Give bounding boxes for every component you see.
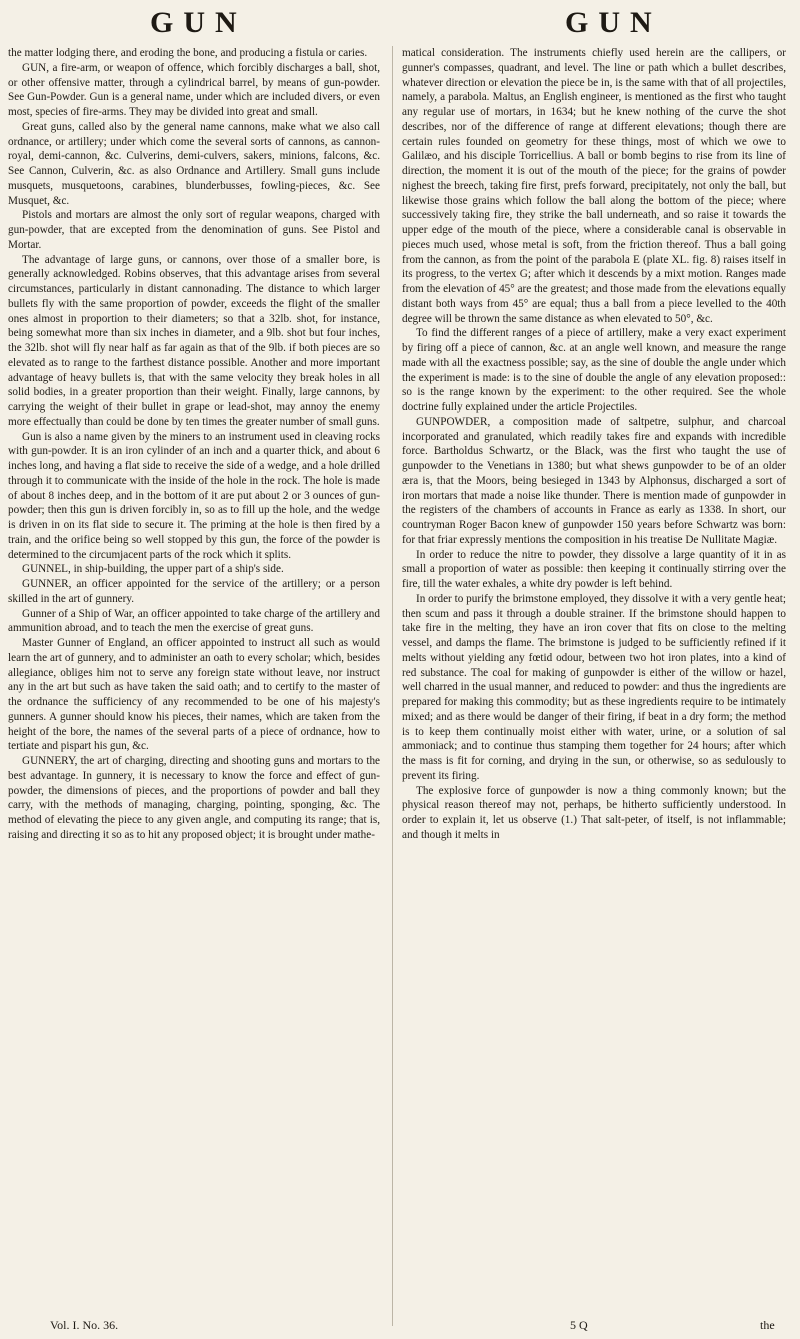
paragraph: GUNNER, an officer appointed for the service of the artillery; or a person skilled in the art of gunnery. [8,578,380,605]
headword-right: GUN [565,6,662,39]
paragraph: GUN, a fire-arm, or weapon of offence, which forcibly discharges a ball, shot, or other offensive matter, through a cylindrical barrel, by means of gun-powder. See Gun-Powder. Gun is a general name, under which are included divers, or even most, species of fire-arms. They may be divided into great and small. [8,61,380,118]
paragraph: Master Gunner of England, an officer appointed to instruct all such as would learn the art of gunnery, and to administer an oath to every scholar; which, besides allegiance, obliges him not to serve any foreign state without leave, nor instruct any in the art but such as have taken the said oath; and to certify to the master of the ordnance the sufficiency of any recommended to be one of his majesty's gunners. A gunner should know his pieces, their names, which are taken from the height of the bore, the names of the several parts of a piece of ordnance, how to tertiate and pispart his gun, &c. [8,637,380,753]
volume-number: Vol. I. No. 36. [50,1318,119,1332]
paragraph: The advantage of large guns, or cannons, over those of a smaller bore, is generally acknowledged. Robins observes, that this advantage arises from several circumstances, particularly in distant cannonading. The distance to which larger bullets fly with the same proportion of powder, exceeds the flight of the smaller ones almost in proportion to their diameters; so that a 32lb. shot, for instance, being somewhat more than six inches in diameter, and a 9lb. shot but four inches, the 32lb. shot will fly near half as far again as that of the 9lb. if both pieces are so elevated as to range to the farthest distance possible. Another and more important advantage of heavy bullets is, that with the same velocity they break holes in all solid bodies, in a greater proportion than their weight. Finally, large cannons, by carrying the weight of their bullet in grape or lead-shot, may annoy the enemy more effectually than could be done by ten times the greater number of small guns. [8,253,380,428]
paragraph: the matter lodging there, and eroding the bone, and producing a fistula or caries. [8,47,368,59]
catchword: the [760,1318,775,1332]
paragraph: Gun is also a name given by the miners to an instrument used in cleaving rocks with gun-powder. It is an iron cylinder of an inch and a quarter thick, and about 6 inches long, and having a flat side to receive the side of a wedge, and a hole drilled through it to communicate with the inside of the hole in the rock. The hole is made of about 8 inches deep, and in the bottom of it are put about 2 or 3 ounces of gun-powder; then this gun is driven forcibly in, so as to fill up the hole, and the wedge is driven in on its flat side to secure it. The priming at the hole is then fired by a train, and the orifice being so well stopped by this gun, the force of the powder is determined to the circumjacent parts of the rock which it splits. [8,430,380,561]
paragraph: In order to reduce the nitre to powder, they dissolve a large quantity of it in as small a proportion of water as possible: then keeping it continually stirring over the fire, till the water exhales, a white dry powder is left behind. [402,548,786,590]
running-header [0,6,800,46]
left-column [8,46,380,843]
right-column [402,46,786,843]
paragraph: In order to purify the brimstone employed, they dissolve it with a very gentle heat; then scum and pass it through a double strainer. If the brimstone should happen to take fire in the melting, they have an iron cover that fits on close to the melting vessel, and damps the flame. The brimstone is judged to be sufficiently refined if it melts without yielding any fœtid odour, between two hot iron plates, into a kind of red substance. The coal for making of gunpowder is either of the willow or hazel, well charred in the usual manner, and reduced to powder: and thus the ingredients are prepared for making this commodity; but as these ingredients require to be intimately mixed; and as there would be danger of their firing, if beat in a dry form; the method is to keep them continually moist either with water, urine, or a solution of sal ammoniack; and to continue thus stamping them together for 24 hours; after which the mass is fit for corning, and drying in the sun, or otherwise, so as sedulously to prevent its firing. [402,592,786,782]
paragraph: GUNNEL, in ship-building, the upper part of a ship's side. [22,563,284,576]
headword-left: GUN [150,6,247,39]
paragraph: The explosive force of gunpowder is now a thing commonly known; but the physical reason thereof may not, perhaps, be hitherto sufficiently understood. In order to explain it, let us observe (1.) That salt-peter, of itself, is not inflammable; and though it melts in [402,784,786,841]
signature-mark: 5 Q [570,1318,588,1332]
column-divider [392,46,393,1326]
paragraph: GUNPOWDER, a composition made of saltpetre, sulphur, and charcoal incorporated and granulated, which readily takes fire and expands with incredible force. Bartholdus Schwartz, or the Black, was the first who taught the use of gunpowder to the Venetians in 1380; but what shews gunpowder to be of an older æra is, that the Moors, being besieged in 1343 by Alphonsus, discharged a sort of iron mortars that made a noise like thunder. There is mention made of gunpowder in the registers of the chambers of accounts in France as early as 1338. In short, our countryman Roger Bacon knew of gunpowder 150 years before Schwartz was born: for that friar expressly mentions the composition in his treatise De Nullitate Magiæ. [402,415,786,546]
paragraph: Gunner of a Ship of War, an officer appointed to take charge of the artillery and ammunition abroad, and to teach the men the exercise of great guns. [8,607,380,635]
paragraph: To find the different ranges of a piece of artillery, make a very exact experiment by firing off a piece of cannon, &c. at an angle well known, and measure the range made with all the exactness possible; say, as the sine of double the angle under which the experiment is made: is to the sine of double the angle of any elevation proposed:: so is the range known by the experiment: to the other required. See the whole doctrine fully explained under the article Projectiles. [402,327,786,413]
paragraph: Great guns, called also by the general name cannons, make what we also call ordnance, or artillery; under which come the several sorts of cannons, as cannon-royal, demi-cannon, &c. Culverins, demi-culvers, sakers, minions, falcons, &c. See Cannon, Culverin, &c. as also Ordnance and Artillery. Small guns include musquets, musquetoons, carabines, blunderbusses, fowling-pieces, &c. See Musquet, &c. [8,120,380,207]
paragraph: matical consideration. The instruments chiefly used herein are the callipers, or gunner's compasses, quadrant, and level. The line or path which a bullet describes, whatever direction or elevation the piece be in, is the same with that of all projectiles, namely, a parabola. Maltus, an English engineer, is mentioned as the first who taught any regular use of mortars, in 1634; but he knew nothing of the curve the shot describes, nor of the difference of range at different elevations; though there are certain rules founded on geometry for these things, most of which we owe to Galilæo, and his disciple Torricellius. A ball or bomb begins to rise from its line of direction, the moment it is out of the mouth of the piece; for the grains of powder nighest the breech, taking fire first, prefs forward, precipitately, not only the ball, but likewise those grains which follow the ball along the bottom of the piece; where successively taking fire, they strike the ball underneath, and so raise it towards the upper edge of the mouth of the piece, where a considerable canal is observable in pieces much used, whose metal is soft, from the friction thereof. Thus a ball going from the cannon, as from the point of the parabola E (plate XL. fig. 8) raises itself in its progress, to the vertex G; after which it descends by a mixt motion. Ranges made from the elevation of 45° are the greatest; and those made from the elevations equally distant both ways from 45° are equal; thus a ball from a piece levelled to the 40th degree will be thrown the same distance as when elevated to 50°, &c. [402,47,786,325]
paragraph: GUNNERY, the art of charging, directing and shooting guns and mortars to the best advantage. In gunnery, it is necessary to know the force and effect of gun-powder, the dimensions of pieces, and the proportions of powder and ball they carry, with the methods of managing, charging, pointing, sponging, &c. The method of elevating the piece to any given angle, and computing its range; that is, raising and directing it so as to hit any proposed object; it is brought under mathe- [8,755,380,841]
paragraph: Pistols and mortars are almost the only sort of regular weapons, charged with gun-powder, that are excepted from the denomination of guns. See Pistol and Mortar. [8,209,380,251]
page-footer [0,1318,800,1338]
